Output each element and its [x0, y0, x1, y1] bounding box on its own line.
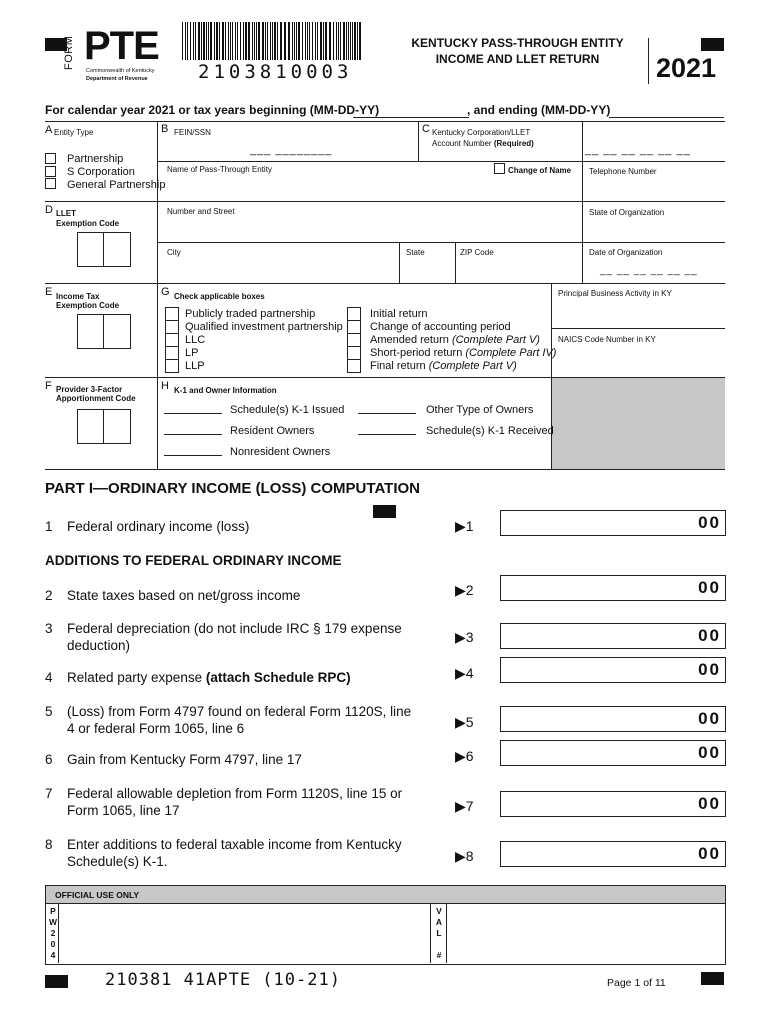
section-h-letter: H — [161, 380, 169, 392]
line-4-number: 4 — [45, 670, 53, 685]
line-8-cents: 00 — [698, 844, 721, 863]
grid-rule-3 — [45, 201, 725, 202]
section-g-letter: G — [161, 286, 170, 298]
grid-rule-2 — [157, 161, 725, 162]
mid-code-char: # — [436, 950, 442, 960]
line-2-amount[interactable] — [500, 575, 726, 601]
header-year-divider — [648, 38, 649, 84]
provider-code-box[interactable] — [77, 409, 131, 444]
line-5-number: 5 — [45, 704, 53, 719]
llet-title-1: LLET — [56, 209, 76, 218]
date-of-org-label: Date of Organization — [589, 248, 663, 257]
line-5-cents: 00 — [698, 709, 721, 728]
initial-return-label: Initial return — [370, 308, 428, 320]
k1-received-field[interactable] — [358, 434, 416, 435]
line-7-text: Federal allowable depletion from Form 1120S, line 15 or Form 1065, line 17 — [67, 786, 403, 818]
left-code-char: W — [48, 917, 58, 927]
grid-naics-rule — [551, 328, 725, 329]
line-8-ref: ▶8 — [455, 848, 474, 864]
registration-mark-mid — [373, 505, 396, 518]
short-period-label — [370, 347, 556, 359]
registration-mark-bottom-right — [701, 972, 724, 985]
line-2-number: 2 — [45, 588, 53, 603]
line-6-ref: ▶6 — [455, 748, 474, 764]
resident-owners-field[interactable] — [164, 434, 222, 435]
left-code-char: 0 — [50, 939, 56, 949]
line-5-text: (Loss) from Form 4797 found on federal Form 1120S, line 4 or federal Form 1065, line 6 — [67, 704, 412, 736]
line-7-number: 7 — [45, 786, 53, 801]
mid-code-char — [432, 939, 446, 950]
line-8-text: Enter additions to federal taxable income from Kentucky Schedule(s) K-1. — [67, 837, 402, 869]
line-1-number: 1 — [45, 519, 53, 534]
principal-activity-label: Principal Business Activity in KY — [558, 289, 672, 298]
line-4-text-wrap — [67, 669, 427, 686]
zip-label: ZIP Code — [460, 248, 494, 257]
mid-code-char: A — [435, 917, 443, 927]
section-c-letter: C — [422, 123, 430, 135]
mid-code-char: L — [436, 928, 442, 938]
form-title-line-1: KENTUCKY PASS-THROUGH ENTITY — [411, 36, 624, 50]
form-word: FORM — [63, 35, 75, 70]
section-b-letter: B — [161, 123, 169, 135]
llc-label: LLC — [185, 334, 206, 346]
k1-received-label: Schedule(s) K-1 Received — [426, 425, 554, 437]
naics-label: NAICS Code Number in KY — [558, 335, 656, 344]
resident-owners-label: Resident Owners — [230, 425, 315, 437]
short-period-checkbox[interactable] — [347, 346, 361, 360]
agency-line-2: Department of Revenue — [86, 76, 148, 82]
amended-return-checkbox[interactable] — [347, 333, 361, 347]
section-e-letter: E — [45, 286, 53, 298]
fein-label: FEIN/SSN — [174, 128, 211, 137]
line-1-text: Federal ordinary income (loss) — [67, 519, 250, 534]
grid-c-divider — [418, 121, 419, 161]
grid-rule-4 — [157, 242, 725, 243]
official-header-rule — [45, 903, 725, 904]
line-6-text: Gain from Kentucky Form 4797, line 17 — [67, 752, 302, 767]
line-3-amount[interactable] — [500, 623, 726, 649]
line-2-cents: 00 — [698, 578, 721, 597]
ky-account-label-2 — [432, 139, 534, 148]
ky-account-field[interactable]: __ __ __ __ __ __ — [585, 144, 691, 156]
income-tax-title-1: Income Tax — [56, 292, 100, 301]
line-3-ref: ▶3 — [455, 629, 474, 645]
change-of-name-label: Change of Name — [508, 166, 572, 175]
entity-partnership-checkbox[interactable] — [45, 153, 56, 164]
llp-checkbox[interactable] — [165, 359, 179, 373]
amended-return-label — [370, 334, 540, 346]
final-return-text: Final return — [370, 360, 429, 372]
llp-label: LLP — [185, 360, 205, 372]
line-6-amount[interactable] — [500, 740, 726, 766]
line-6-number: 6 — [45, 752, 53, 767]
required-note: (Required) — [493, 139, 534, 148]
other-owners-field[interactable] — [358, 413, 416, 414]
registration-mark-bottom-left — [45, 975, 68, 988]
barcode-number: 2103810003 — [198, 61, 353, 83]
final-return-checkbox[interactable] — [347, 359, 361, 373]
agency-line-1: Commonwealth of Kentucky — [86, 68, 155, 74]
line-5-amount[interactable] — [500, 706, 726, 732]
line-8-number: 8 — [45, 837, 53, 852]
entity-general-partnership-checkbox[interactable] — [45, 178, 56, 189]
line-6-cents: 00 — [698, 743, 721, 762]
grid-rule-5 — [45, 283, 725, 284]
official-mid-col-right — [446, 903, 447, 963]
entity-general-partnership-label: General Partnership — [67, 179, 166, 191]
official-mid-code — [432, 906, 446, 961]
grid-left-divider — [157, 121, 158, 469]
provider-code-divider — [103, 410, 104, 443]
state-label: State — [406, 248, 425, 257]
final-return-label — [370, 360, 517, 372]
amended-return-note: (Complete Part V) — [451, 334, 540, 346]
official-left-col — [58, 903, 59, 963]
state-of-org-label: State of Organization — [589, 208, 665, 217]
line-4-text: Related party expense — [67, 670, 206, 685]
entity-name-label: Name of Pass-Through Entity — [167, 165, 272, 174]
initial-return-checkbox[interactable] — [347, 307, 361, 321]
line-4-cents: 00 — [698, 660, 721, 679]
registration-mark-top-right — [701, 38, 724, 51]
ky-account-label-prefix: Account Number — [432, 139, 494, 148]
amended-return-text: Amended return — [370, 334, 452, 346]
section-f-letter: F — [45, 380, 52, 392]
period-begin-field[interactable] — [353, 117, 469, 118]
period-end-field[interactable] — [609, 117, 724, 118]
line-5-ref: ▶5 — [455, 714, 474, 730]
grid-right-divider — [582, 121, 583, 283]
qualified-investment-checkbox[interactable] — [165, 320, 179, 334]
entity-s-corp-checkbox[interactable] — [45, 166, 56, 177]
entity-s-corp-label: S Corporation — [67, 166, 135, 178]
form-number-footer: 210381 41APTE (10-21) — [105, 970, 341, 990]
left-code-char: 4 — [50, 950, 56, 960]
k1-owner-title: K-1 and Owner Information — [174, 386, 277, 395]
other-owners-label: Other Type of Owners — [426, 404, 534, 416]
part1-title: PART I—ORDINARY INCOME (LOSS) COMPUTATION — [45, 480, 420, 497]
nonresident-owners-field[interactable] — [164, 455, 222, 456]
grid-zip-divider — [455, 242, 456, 283]
publicly-traded-label: Publicly traded partnership — [185, 308, 316, 320]
line-2-text: State taxes based on net/gross income — [67, 588, 301, 603]
form-title-line-2: INCOME AND LLET RETURN — [435, 52, 600, 66]
line-4-amount[interactable] — [500, 657, 726, 683]
short-period-text: Short-period return — [370, 347, 466, 359]
section-a-title: Entity Type — [54, 128, 94, 137]
line-7-amount[interactable] — [500, 791, 726, 817]
line-3-text: Federal depreciation (do not include IRC § 179 expense deduction) — [67, 621, 402, 653]
city-label: City — [167, 248, 181, 257]
entity-partnership-label: Partnership — [67, 153, 124, 165]
llc-checkbox[interactable] — [165, 333, 179, 347]
left-code-char: P — [50, 906, 56, 916]
section-d-letter: D — [45, 204, 53, 216]
ky-account-label: Kentucky Corporation/LLET — [432, 128, 531, 137]
line-1-ref: ▶1 — [455, 518, 474, 534]
line-4-ref: ▶4 — [455, 665, 474, 681]
llet-code-divider — [103, 233, 104, 266]
lp-checkbox[interactable] — [165, 346, 179, 360]
line-7-ref: ▶7 — [455, 798, 474, 814]
k1-issued-label: Schedule(s) K-1 Issued — [230, 404, 345, 416]
official-use-header — [46, 886, 725, 903]
section-a-letter: A — [45, 124, 53, 136]
period-begin-label: For calendar year 2021 or tax years beginning (MM-DD-YY) — [45, 103, 380, 117]
line-8-amount[interactable] — [500, 841, 726, 867]
official-use-title: OFFICIAL USE ONLY — [55, 890, 140, 900]
grid-state-divider — [399, 242, 400, 283]
form-code: PTE — [84, 24, 159, 68]
final-return-note: (Complete Part V) — [428, 360, 517, 372]
street-label: Number and Street — [167, 207, 235, 216]
provider-title-2: Apportionment Code — [56, 394, 136, 403]
change-of-name-checkbox[interactable] — [494, 163, 505, 174]
line-1-amount[interactable] — [500, 510, 726, 536]
official-mid-col-left — [430, 903, 431, 963]
line-1-cents: 00 — [698, 513, 721, 532]
tax-year: 2021 — [656, 53, 717, 83]
k1-issued-field[interactable] — [164, 413, 222, 414]
shaded-area — [552, 378, 725, 469]
short-period-note: (Complete Part IV) — [465, 347, 557, 359]
income-tax-code-divider — [103, 315, 104, 348]
llet-code-box[interactable] — [77, 232, 131, 267]
provider-title-1: Provider 3-Factor — [56, 385, 123, 394]
check-boxes-title: Check applicable boxes — [174, 292, 265, 301]
line-3-number: 3 — [45, 621, 53, 636]
left-code-char: 2 — [50, 928, 56, 938]
barcode — [182, 22, 362, 62]
publicly-traded-checkbox[interactable] — [165, 307, 179, 321]
grid-bottom-rule — [45, 469, 725, 470]
line-7-cents: 00 — [698, 794, 721, 813]
additions-title: ADDITIONS TO FEDERAL ORDINARY INCOME — [45, 553, 342, 568]
page-number: Page 1 of 11 — [607, 977, 666, 989]
official-left-code — [48, 906, 58, 961]
fein-field[interactable]: ___ ________ — [250, 144, 333, 156]
date-of-org-field[interactable]: __ __ __ __ __ __ — [600, 265, 698, 276]
qualified-investment-label: Qualified investment partnership — [185, 321, 343, 333]
nonresident-owners-label: Nonresident Owners — [230, 446, 331, 458]
telephone-label: Telephone Number — [589, 167, 657, 176]
change-accounting-checkbox[interactable] — [347, 320, 361, 334]
income-tax-code-box[interactable] — [77, 314, 131, 349]
line-4-bold: (attach Schedule RPC) — [205, 670, 351, 685]
llet-title-2: Exemption Code — [56, 219, 120, 228]
line-2-ref: ▶2 — [455, 582, 474, 598]
line-3-cents: 00 — [698, 626, 721, 645]
mid-code-char: V — [436, 906, 442, 916]
period-end-label: , and ending (MM-DD-YY) — [467, 103, 611, 117]
lp-label: LP — [185, 347, 199, 359]
grid-top-rule — [45, 121, 725, 122]
income-tax-title-2: Exemption Code — [56, 301, 120, 310]
change-accounting-label: Change of accounting period — [370, 321, 511, 333]
